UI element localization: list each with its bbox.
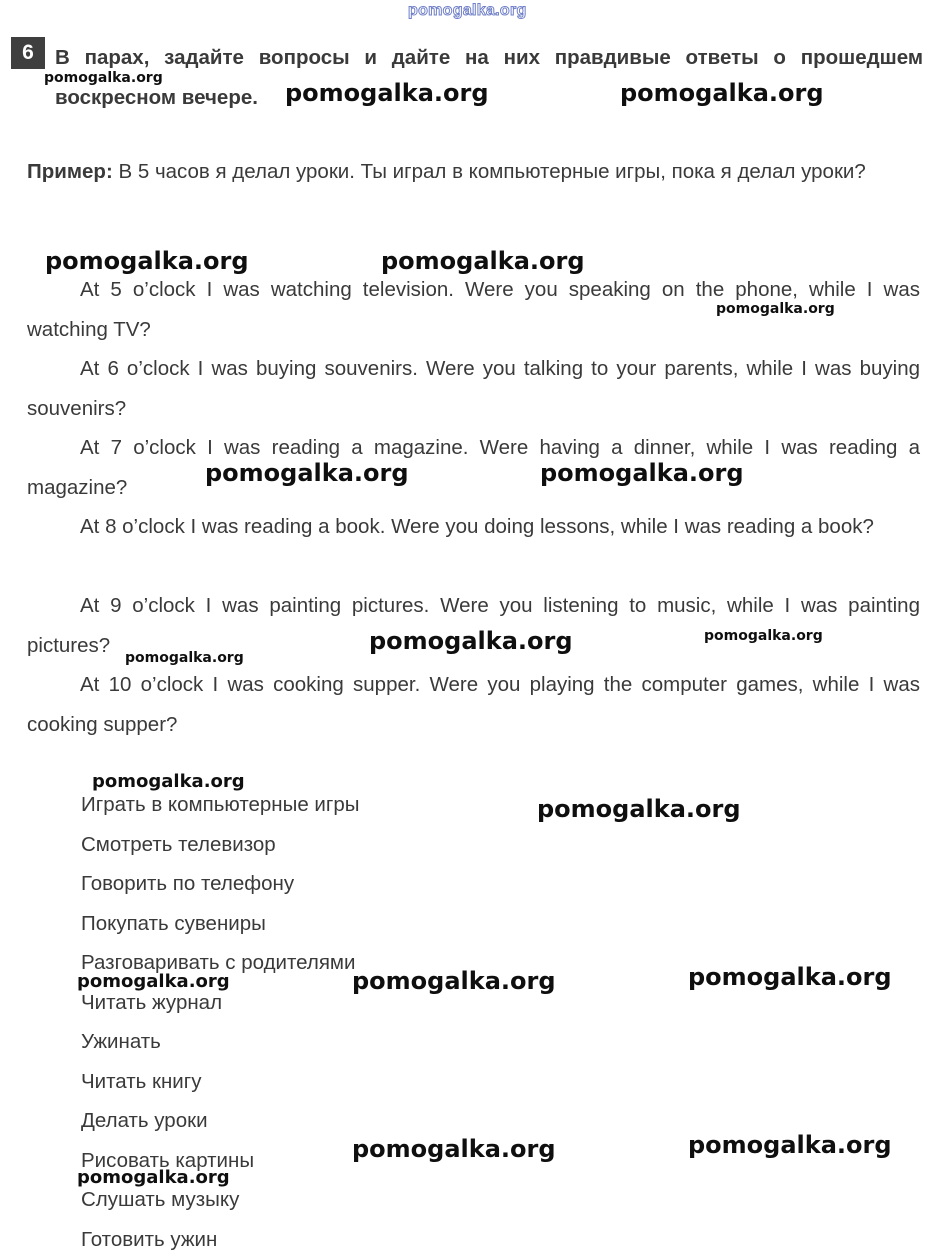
watermark: pomogalka.org bbox=[205, 459, 409, 487]
watermark: pomogalka.org bbox=[537, 795, 741, 823]
task-title: В парах, задайте вопросы и дайте на них правдивые ответы о прошедшем воскресном вечере. bbox=[55, 46, 923, 109]
watermark: pomogalka.org bbox=[716, 301, 835, 317]
answer-text: At 8 o’clock I was reading a book. Were you doing lessons, while I was reading a book? bbox=[80, 515, 874, 538]
answer-text: At 10 o’clock I was cooking supper. Were you playing the computer games, while I was cooking supper? bbox=[27, 673, 920, 736]
header-watermark: pomogalka.org bbox=[408, 2, 527, 19]
task-number-badge: 6 bbox=[11, 37, 45, 69]
watermark: pomogalka.org bbox=[688, 963, 892, 991]
watermark: pomogalka.org bbox=[77, 1167, 230, 1188]
watermark: pomogalka.org bbox=[352, 967, 556, 995]
vocabulary-item: Готовить ужин bbox=[81, 1227, 218, 1251]
vocabulary-item: Разговаривать с родителями bbox=[81, 951, 356, 974]
watermark: pomogalka.org bbox=[92, 771, 245, 792]
watermark: pomogalka.org bbox=[688, 1131, 892, 1159]
answer-paragraph bbox=[27, 665, 920, 744]
answer-text: At 7 o’clock I was reading a magazine. Were having a dinner, while I was reading a magazine? bbox=[27, 436, 920, 499]
watermark: pomogalka.org bbox=[45, 247, 249, 275]
watermark: pomogalka.org bbox=[285, 79, 489, 107]
vocabulary-item: Делать уроки bbox=[81, 1109, 208, 1132]
vocabulary-item: Смотреть телевизор bbox=[81, 832, 276, 856]
answer-text: At 9 o’clock I was painting pictures. Were you listening to music, while I was painting pictures? bbox=[27, 594, 920, 657]
watermark: pomogalka.org bbox=[540, 459, 744, 487]
watermark: pomogalka.org bbox=[381, 247, 585, 275]
vocabulary-item: Покупать сувениры bbox=[81, 911, 266, 935]
answer-paragraph bbox=[27, 349, 920, 428]
vocabulary-item: Слушать музыку bbox=[81, 1188, 240, 1211]
watermark: pomogalka.org bbox=[125, 650, 244, 666]
vocabulary-item: Читать книгу bbox=[81, 1069, 202, 1093]
watermark: pomogalka.org bbox=[352, 1135, 556, 1163]
vocabulary-item: Играть в компьютерные игры bbox=[81, 793, 360, 816]
watermark: pomogalka.org bbox=[369, 627, 573, 655]
example-label: Пример: bbox=[27, 160, 113, 183]
answer-text: At 5 o’clock I was watching television. Were you speaking on the phone, while I was watching TV? bbox=[27, 278, 920, 341]
watermark: pomogalka.org bbox=[620, 79, 824, 107]
vocabulary-item: Рисовать картины bbox=[81, 1148, 255, 1172]
example-paragraph bbox=[27, 152, 920, 192]
vocabulary-item: Читать журнал bbox=[81, 990, 223, 1014]
vocabulary-item: Говорить по телефону bbox=[81, 872, 295, 895]
watermark: pomogalka.org bbox=[704, 628, 823, 644]
example-text: В 5 часов я делал уроки. Ты играл в компьютерные игры, пока я делал уроки? bbox=[118, 160, 866, 183]
answer-paragraph bbox=[27, 507, 920, 547]
vocabulary-item: Ужинать bbox=[81, 1030, 161, 1053]
answer-text: At 6 o’clock I was buying souvenirs. Were you talking to your parents, while I was buying souvenirs? bbox=[27, 357, 920, 420]
watermark: pomogalka.org bbox=[77, 971, 230, 992]
watermark: pomogalka.org bbox=[44, 70, 163, 86]
answer-paragraph bbox=[27, 428, 920, 507]
